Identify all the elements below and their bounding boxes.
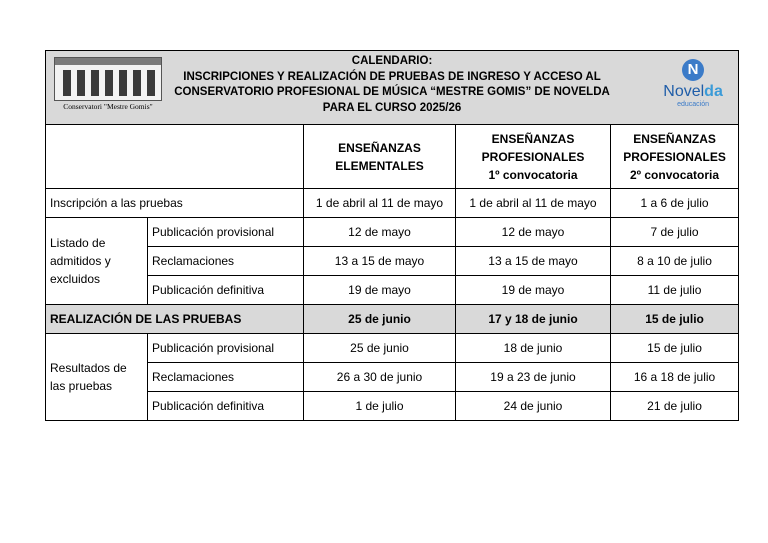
empty-header-cell bbox=[46, 125, 304, 189]
row-label: Publicación definitiva bbox=[148, 276, 304, 305]
cell-value: 19 de mayo bbox=[456, 276, 611, 305]
row-label: Reclamaciones bbox=[148, 363, 304, 392]
cell-value: 11 de julio bbox=[611, 276, 739, 305]
group-label-resultados: Resultados de las pruebas bbox=[46, 334, 148, 421]
cell-value: 17 y 18 de junio bbox=[456, 305, 611, 334]
title-line: INSCRIPCIONES Y REALIZACIÓN DE PRUEBAS DE INGRESO Y ACCESO AL bbox=[183, 70, 601, 83]
cell-value: 16 a 18 de julio bbox=[611, 363, 739, 392]
title-line: CALENDARIO: bbox=[351, 55, 433, 67]
header-cell bbox=[46, 51, 739, 125]
cell-value: 1 a 6 de julio bbox=[611, 189, 739, 218]
row-label: Publicación provisional bbox=[148, 218, 304, 247]
cell-value: 15 de julio bbox=[611, 334, 739, 363]
row-label: REALIZACIÓN DE LAS PRUEBAS bbox=[46, 305, 304, 334]
col-header-elementales: ENSEÑANZAS ELEMENTALES bbox=[304, 125, 456, 189]
title-line: PARA EL CURSO 2025/26 bbox=[322, 101, 462, 114]
column-header-row bbox=[46, 125, 739, 189]
cell-value: 13 a 15 de mayo bbox=[456, 247, 611, 276]
calendar-table bbox=[45, 50, 739, 421]
cell-value: 1 de abril al 11 de mayo bbox=[456, 189, 611, 218]
conservatory-logo-caption: Conservatori "Mestre Gomis" bbox=[63, 102, 153, 111]
cell-value: 12 de mayo bbox=[456, 218, 611, 247]
header-row bbox=[46, 51, 739, 125]
table-row bbox=[46, 218, 739, 247]
title-line: CONSERVATORIO PROFESIONAL DE MÚSICA “MESTRE GOMIS” DE NOVELDA bbox=[174, 86, 610, 98]
cell-value: 15 de julio bbox=[611, 305, 739, 334]
cell-value: 19 a 23 de junio bbox=[456, 363, 611, 392]
novelda-logo bbox=[660, 59, 726, 115]
row-label: Reclamaciones bbox=[148, 247, 304, 276]
novelda-brand: Novelda bbox=[663, 83, 723, 100]
row-label: Publicación provisional bbox=[148, 334, 304, 363]
cell-value: 1 de julio bbox=[304, 392, 456, 421]
cell-value: 19 de mayo bbox=[304, 276, 456, 305]
table-row bbox=[46, 363, 739, 392]
group-label-listado: Listado de admitidos y excluidos bbox=[46, 218, 148, 305]
row-label: Inscripción a las pruebas bbox=[46, 189, 304, 218]
cell-value: 25 de junio bbox=[304, 305, 456, 334]
cell-value: 1 de abril al 11 de mayo bbox=[304, 189, 456, 218]
cell-value: 7 de julio bbox=[611, 218, 739, 247]
table-row bbox=[46, 189, 739, 218]
table-row bbox=[46, 392, 739, 421]
col-header-profesionales-2: ENSEÑANZAS PROFESIONALES 2º convocatoria bbox=[611, 125, 739, 189]
table-row bbox=[46, 247, 739, 276]
cell-value: 12 de mayo bbox=[304, 218, 456, 247]
cell-value: 13 a 15 de mayo bbox=[304, 247, 456, 276]
novelda-subtitle: educación bbox=[677, 101, 710, 108]
cell-value: 26 a 30 de junio bbox=[304, 363, 456, 392]
cell-value: 8 a 10 de julio bbox=[611, 247, 739, 276]
document-title bbox=[46, 54, 738, 116]
novelda-n-icon: N bbox=[682, 59, 704, 81]
col-header-profesionales-1: ENSEÑANZAS PROFESIONALES 1º convocatoria bbox=[456, 125, 611, 189]
cell-value: 18 de junio bbox=[456, 334, 611, 363]
row-label: Publicación definitiva bbox=[148, 392, 304, 421]
cell-value: 21 de julio bbox=[611, 392, 739, 421]
table-row bbox=[46, 334, 739, 363]
cell-value: 25 de junio bbox=[304, 334, 456, 363]
cell-value: 24 de junio bbox=[456, 392, 611, 421]
table-row-highlight bbox=[46, 305, 739, 334]
table-row bbox=[46, 276, 739, 305]
